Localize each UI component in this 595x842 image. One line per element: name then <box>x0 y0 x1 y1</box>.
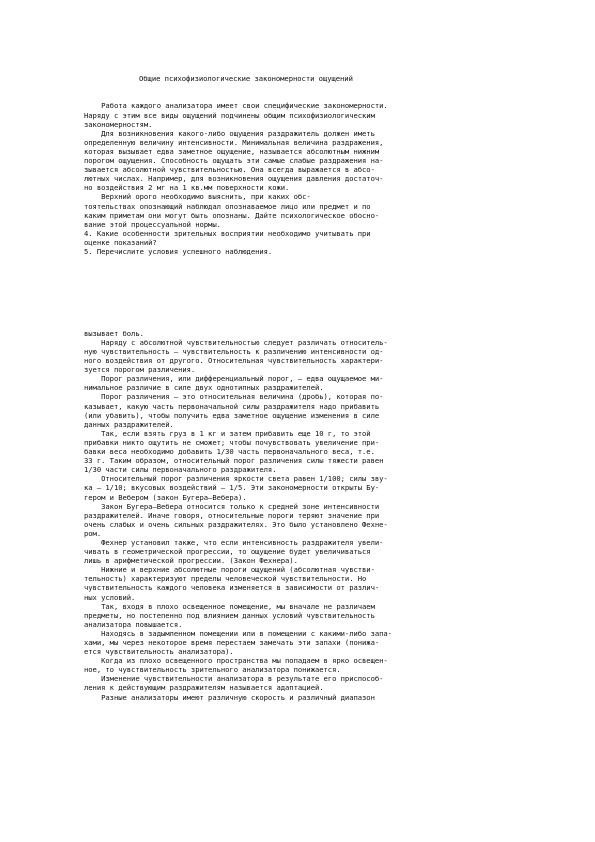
document-text <box>84 56 514 720</box>
text-line: которая вызывает едва заметное ощущение, называется абсолютным нижним <box>84 146 380 156</box>
text-line: ром. <box>84 528 102 538</box>
text-line: данных раздражителей. <box>84 419 174 429</box>
text-line: хами, мы через некоторое время перестаем замечать эти запахи (понижа- <box>84 638 380 647</box>
text-line: казывает, какую часть первоначальной силы раздражителя надо прибавить <box>84 401 380 411</box>
blank-line <box>84 302 514 311</box>
text-line: тоятельствах опознающий наблюдал опознаваемое лицо или предмет и по <box>84 201 371 211</box>
text-line: Фехнер установил также, что если интенсивность раздражителя увели- <box>84 537 384 547</box>
text-line: Верхний орого необходимо выяснить, при каких обс- <box>84 192 311 202</box>
text-line: очень слабых и очень сильных раздражителях. Это было установлено Фехне- <box>84 519 388 529</box>
text-line: бавки веса необходимо добавить 1/30 часть первоначального веса, т.е. <box>84 447 375 457</box>
text-line: Относительный порог различения яркости света равен 1/100; силы зву- <box>84 474 388 484</box>
text-line: вызывает боль. <box>84 328 144 338</box>
text-line: Так, входя в плохо освещенное помещение, мы вначале не различаем <box>84 601 375 611</box>
text-line: лишь в арифметической прогрессии. (Закон Фехнера). <box>84 556 298 566</box>
text-line: Так, если взять груз в 1 кг и затем прибавить еще 10 г, то этой <box>84 428 371 438</box>
text-line: ления к действующим раздражителям называется адаптацией. <box>84 683 324 693</box>
text-line: чивать в геометрической прогрессии, то ощущение будет увеличиваться <box>84 547 371 557</box>
text-part-a <box>84 101 514 256</box>
text-line: ется чувствительность анализатора). <box>84 647 234 657</box>
text-line: порогом ощущения. Способность ощущать эти самые слабые раздражения на- <box>84 156 384 166</box>
text-line: Работа каждого анализатора имеет свои специфические закономерности. <box>84 101 388 111</box>
text-line: Нижние и верхние абсолютные пороги ощущений (абсолютная чувстви- <box>84 565 375 575</box>
text-line: 4. Какие особенности зрительных восприятии необходимо учитывать при <box>84 228 371 238</box>
text-line: раздражителей. Иначе говоря, относительные пороги теряют значение при <box>84 510 380 520</box>
text-line: Изменение чувствительности анализатора в результате его приспособ- <box>84 674 384 684</box>
text-line: ка — 1/10; вкусовых воздействий — 1/5. Эти закономерности открыты Бу- <box>84 483 380 493</box>
text-line: зывается абсолютной чувствительностью. Она всегда выражается в абсо- <box>84 165 375 175</box>
text-line: нимальное различие в силе двух однотипных раздражителей. <box>84 383 324 393</box>
text-line: предметы, но постепенно под влиянием данных условий чувствительность <box>84 610 375 620</box>
text-line: анализатора повышается. <box>84 619 183 629</box>
text-line: Наряду с абсолютной чувствительностью следует различать относитель- <box>84 337 388 347</box>
document-title: Общие психофизиологические закономерности ощущений <box>139 74 353 84</box>
text-line: тельность) характеризуют пределы человеческой чувствительности. Но <box>84 574 367 584</box>
text-line: ного воздействия от другого. Относительная чувствительность характери- <box>84 356 384 366</box>
text-line: гером и Вебером (закон Бугера—Вебера). <box>84 492 247 502</box>
text-line: Разные анализаторы имеют различную скорость и различный диапазон <box>84 692 375 702</box>
text-line: прибавки никто ощутить не сможет; чтобы почувствовать увеличение при- <box>84 437 380 447</box>
text-line: ное, то чувствительность зрительного анализатора понижается. <box>84 665 341 675</box>
text-line: Находясь в задымленном помещении или в помещении с какими-либо запа- <box>84 628 392 638</box>
text-line: определенную величину интенсивности. Минимальная величина раздражения, <box>84 137 384 147</box>
text-line: зуется порогом различения. <box>84 365 196 375</box>
text-line: лютных числах. Например, для возникновения ощущения давления достаточ- <box>84 174 384 184</box>
text-line: (или убавить), чтобы получить едва заметное ощущение изменения в силе <box>84 410 380 420</box>
text-line: ных условий. <box>84 592 136 602</box>
text-line: оценке показаний? <box>84 237 157 247</box>
text-line: 33 г. Таким образом, относительный порог различения силы тяжести равен <box>84 456 384 466</box>
text-line: Когда из плохо освещенного пространства мы попадаем в ярко освещен- <box>84 656 388 666</box>
text-line: закономерностям. <box>84 119 153 129</box>
blank-line <box>84 274 514 283</box>
text-line: Порог различения, или дифференциальный порог, — едва ощущаемое ми- <box>84 374 384 384</box>
text-line: чувствительность каждого человека изменяется в зависимости от различ- <box>84 583 380 593</box>
text-line: Порог различения — это относительная величина (дробь), которая по- <box>84 392 384 402</box>
text-line: Закон Бугера—Вебера относится только к средней зоне интенсивности <box>84 501 380 511</box>
text-line: но воздействия 2 мг на 1 кв.мм поверхности кожи. <box>84 183 290 193</box>
text-line: Наряду с этим все виды ощущений подчинены общим психофизиологическим <box>84 110 375 120</box>
text-part-b <box>84 329 514 702</box>
text-line: 5. Перечислите условия успешного наблюдения. <box>84 246 273 256</box>
text-line: Для возникновения какого-либо ощущения раздражитель должен иметь <box>84 128 375 138</box>
text-line: 1/30 части силы первоначального раздражителя. <box>84 465 277 475</box>
text-line: каким приметам они могут быть опознаны. Дайте психологическое обосно- <box>84 210 380 220</box>
text-line: вание этой процессуальной нормы. <box>84 219 221 229</box>
text-line: ную чувствительность — чувствительность к различению интенсивности од- <box>84 347 384 356</box>
